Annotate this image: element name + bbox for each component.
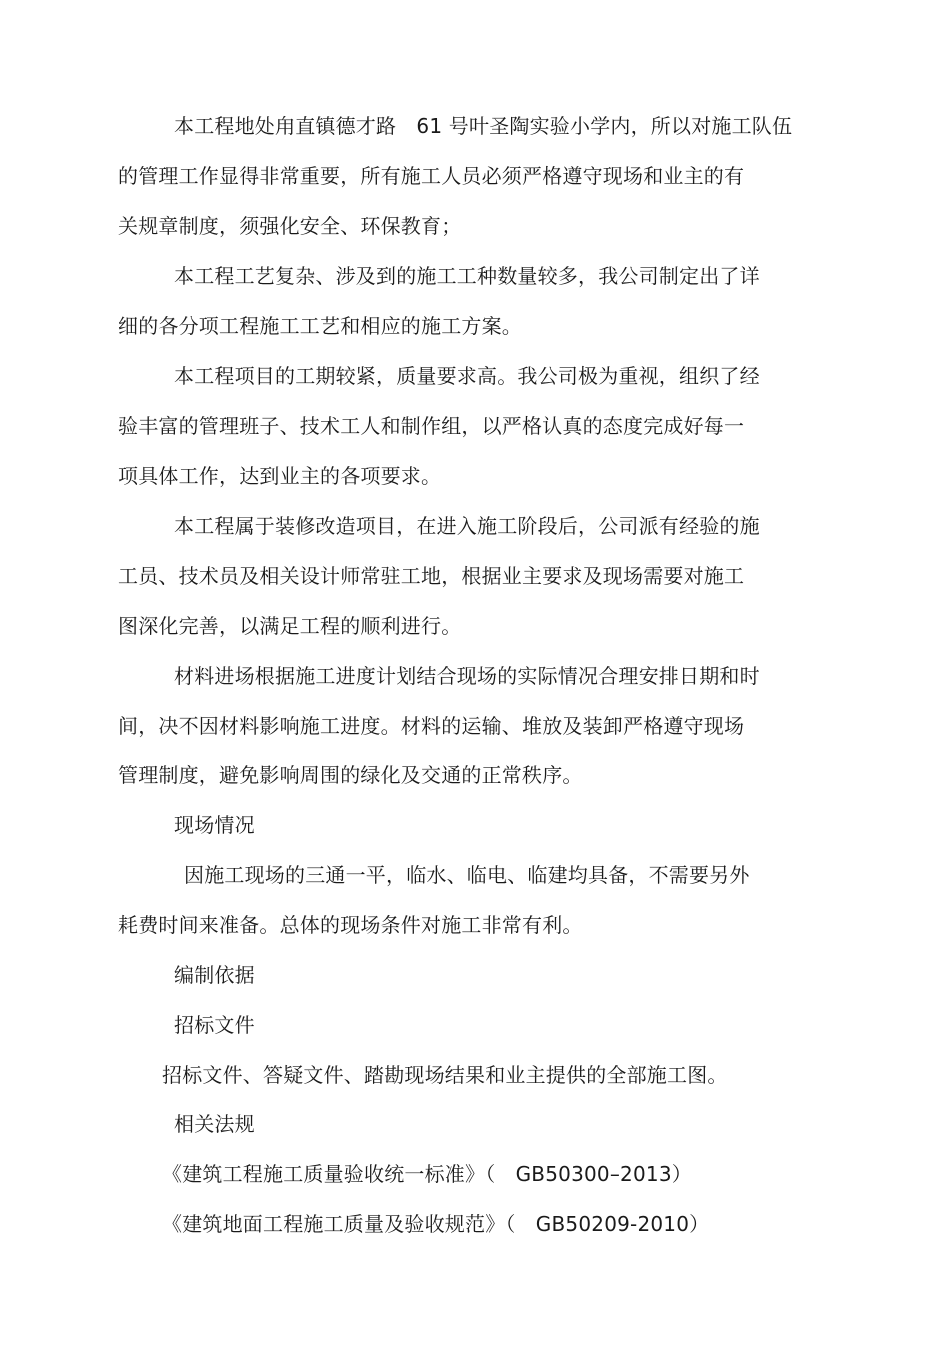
section-heading: 现场情况 — [174, 813, 255, 837]
text-line: 间，决不因材料影响施工进度。材料的运输、堆放及装卸严格遵守现场 — [118, 714, 745, 738]
section-heading: 相关法规 — [174, 1112, 255, 1136]
text-line: 因施工现场的三通一平，临水、临电、临建均具备，不需要另外 — [184, 863, 750, 887]
text-line: 本工程地处甪直镇德才路 61 号叶圣陶实验小学内，所以对施工队伍 — [174, 114, 793, 138]
section-heading: 招标文件 — [174, 1013, 255, 1037]
text-line: 关规章制度，须强化安全、环保教育； — [118, 214, 462, 238]
text-line: 招标文件、答疑文件、踏勘现场结果和业主提供的全部施工图。 — [162, 1063, 728, 1087]
text-line: 验丰富的管理班子、技术工人和制作组，以严格认真的态度完成好每一 — [118, 414, 745, 438]
text-line: 本工程项目的工期较紧，质量要求高。我公司极为重视，组织了经 — [174, 364, 760, 388]
text-line: 管理制度，避免影响周围的绿化及交通的正常秩序。 — [118, 763, 583, 787]
section-heading: 编制依据 — [174, 963, 255, 987]
text-line: 材料进场根据施工进度计划结合现场的实际情况合理安排日期和时 — [174, 664, 760, 688]
text-line: 的管理工作显得非常重要，所有施工人员必须严格遵守现场和业主的有 — [118, 164, 745, 188]
text-line: 细的各分项工程施工工艺和相应的施工方案。 — [118, 314, 522, 338]
text-line: 图深化完善，以满足工程的顺利进行。 — [118, 614, 462, 638]
text-line: 工员、技术员及相关设计师常驻工地，根据业主要求及现场需要对施工 — [118, 564, 745, 588]
standard-reference: 《建筑工程施工质量验收统一标准》（ GB50300–2013） — [162, 1162, 692, 1186]
standard-reference: 《建筑地面工程施工质量及验收规范》（ GB50209-2010） — [162, 1212, 710, 1236]
text-line: 本工程属于装修改造项目，在进入施工阶段后，公司派有经验的施 — [174, 514, 760, 538]
text-line: 项具体工作，达到业主的各项要求。 — [118, 464, 442, 488]
text-line: 耗费时间来准备。总体的现场条件对施工非常有利。 — [118, 913, 583, 937]
text-line: 本工程工艺复杂、涉及到的施工工种数量较多，我公司制定出了详 — [174, 264, 760, 288]
